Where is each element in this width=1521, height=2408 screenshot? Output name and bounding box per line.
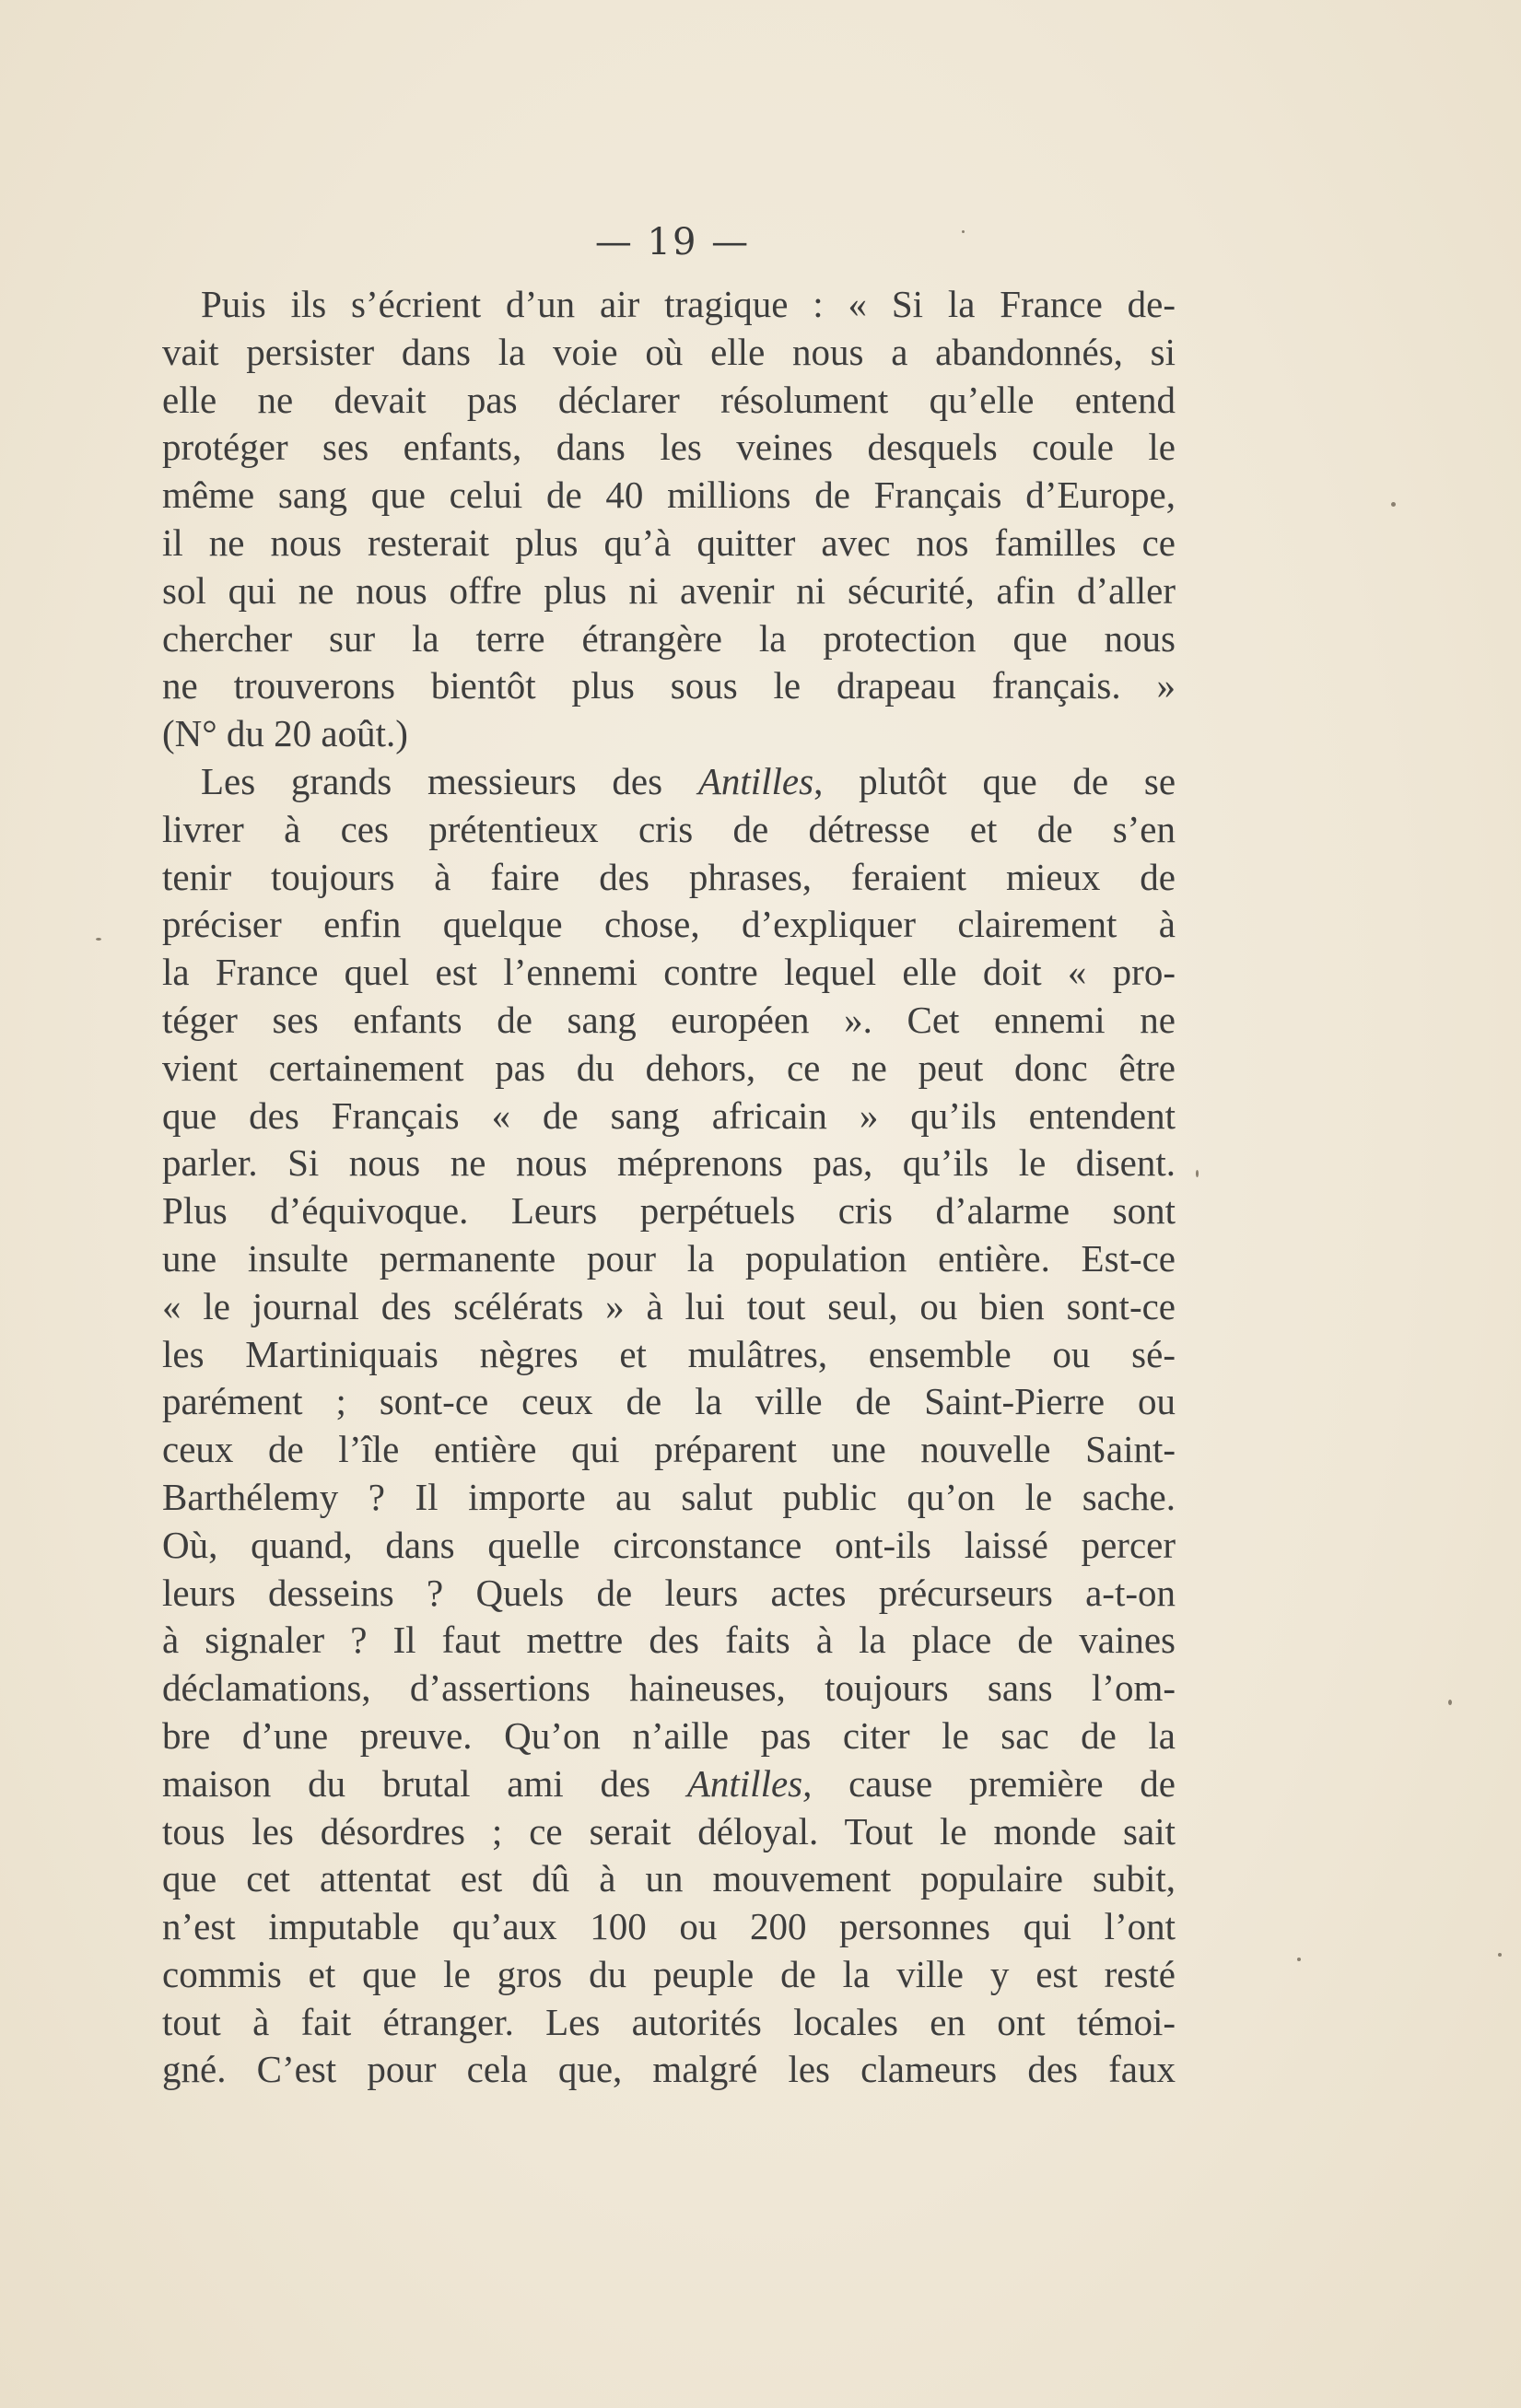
text-line — [162, 758, 1176, 806]
paper-speck — [962, 230, 965, 233]
text-line: déclamations, d’assertions haineuses, toujours sans l’om- — [162, 1666, 1176, 1710]
paper-speck — [1448, 1700, 1452, 1705]
text-segment: maison du brutal ami des — [162, 1761, 651, 1805]
text-line: même sang que celui de 40 millions de Français d’Europe, — [162, 473, 1176, 517]
text-segment: , plutôt que de se — [813, 759, 1176, 802]
text-line: Où, quand, dans quelle circonstance ont-ils laissé percer — [162, 1523, 1176, 1566]
body-text — [162, 281, 1176, 2094]
text-line: ne trouverons bientôt plus sous le drapeau français. » — [162, 664, 1176, 707]
text-line: parément ; sont-ce ceux de la ville de Saint-Pierre ou — [162, 1380, 1176, 1423]
text-line: leurs desseins ? Quels de leurs actes précurseurs a-t-on — [162, 1571, 1176, 1614]
text-line: gné. C’est pour cela que, malgré les clameurs des faux — [162, 2048, 1176, 2091]
text-line: une insulte permanente pour la population entière. Est-ce — [162, 1236, 1176, 1280]
text-line: ceux de l’île entière qui préparent une nouvelle Saint- — [162, 1428, 1176, 1471]
text-segment: Les grands messieurs des — [201, 759, 663, 802]
text-line — [162, 1760, 1176, 1808]
paper-speck — [96, 938, 101, 941]
text-line: commis et que le gros du peuple de la ville y est resté — [162, 1952, 1176, 1995]
text-line: bre d’une preuve. Qu’on n’aille pas citer le sac de la — [162, 1713, 1176, 1757]
text-line: que cet attentat est dû à un mouvement populaire subit, — [162, 1857, 1176, 1900]
text-line: livrer à ces prétentieux cris de détresse et de s’en — [162, 807, 1176, 850]
text-line: téger ses enfants de sang européen ». Cet ennemi ne — [162, 998, 1176, 1041]
text-line: Puis ils s’écrient d’un air tragique : « Si la France de- — [201, 283, 1176, 325]
text-line: protéger ses enfants, dans les veines desquels coule le — [162, 426, 1176, 469]
text-line: (N° du 20 août.) — [162, 712, 408, 755]
text-line: la France quel est l’ennemi contre lequel elle doit « pro- — [162, 951, 1176, 994]
text-line: sol qui ne nous offre plus ni avenir ni sécurité, afin d’aller — [162, 568, 1176, 612]
text-line: tous les désordres ; ce serait déloyal. Tout le monde sait — [162, 1809, 1176, 1853]
text-line: parler. Si nous ne nous méprenons pas, qu’ils le disent. — [162, 1141, 1176, 1185]
text-line: Barthélemy ? Il importe au salut public qu’on le sache. — [162, 1475, 1176, 1518]
paper-speck — [1297, 1958, 1301, 1961]
text-line: vait persister dans la voie où elle nous a abandonnés, si — [162, 330, 1176, 373]
paper-speck — [1498, 1953, 1502, 1957]
italic-title: Antilles — [697, 759, 814, 802]
text-line: « le journal des scélérats » à lui tout seul, ou bien sont-ce — [162, 1284, 1176, 1327]
text-line: n’est imputable qu’aux 100 ou 200 personnes qui l’ont — [162, 1905, 1176, 1948]
text-line: tout à fait étranger. Les autorités locales en ont témoi- — [162, 2000, 1176, 2043]
text-line: vient certainement pas du dehors, ce ne peut donc être — [162, 1046, 1176, 1089]
text-line: à signaler ? Il faut mettre des faits à la place de vaines — [162, 1619, 1176, 1662]
italic-title: Antilles, — [686, 1761, 813, 1805]
paper-speck — [1391, 502, 1396, 507]
text-line: elle ne devait pas déclarer résolument qu’elle entend — [162, 378, 1176, 421]
text-line: préciser enfin quelque chose, d’expliquer clairement à — [162, 903, 1176, 946]
text-line: tenir toujours à faire des phrases, feraient mieux de — [162, 855, 1176, 898]
text-line: Plus d’équivoque. Leurs perpétuels cris d’alarme sont — [162, 1189, 1176, 1233]
text-line: les Martiniquais nègres et mulâtres, ensemble ou sé- — [162, 1332, 1176, 1375]
text-segment: cause première de — [812, 1761, 1176, 1805]
text-line: chercher sur la terre étrangère la protection que nous — [162, 616, 1176, 660]
text-line: il ne nous resterait plus qu’à quitter avec nos familles ce — [162, 520, 1176, 564]
paper-speck — [1196, 1170, 1199, 1177]
page-number: — 19 — — [594, 221, 751, 263]
text-line: que des Français « de sang africain » qu’ils entendent — [162, 1093, 1176, 1137]
